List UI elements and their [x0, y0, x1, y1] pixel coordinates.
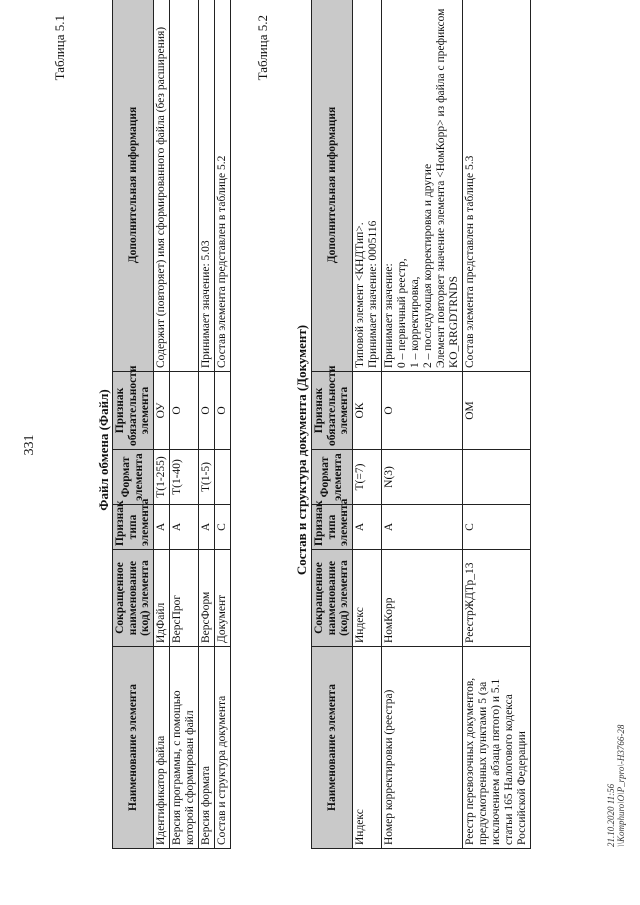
table2-header-1: Сокращенное наименование (код) элемента: [312, 550, 353, 647]
table2-cell-1-1: НомКорр: [381, 550, 462, 647]
table2-cell-0-0: Индекс: [352, 647, 381, 849]
table2-header-0: Наименование элемента: [312, 647, 353, 849]
table-row: [352, 0, 381, 849]
table1-header-0: Наименование элемента: [113, 647, 154, 849]
table1-cell-1-3: Т(1-40): [169, 450, 198, 505]
table1-cell-0-0: Идентификатор файла: [153, 647, 169, 849]
table1-header-4: Признак обязательности элемента: [113, 372, 154, 450]
table2-title: Состав и структура документа (Документ): [294, 324, 309, 576]
table1-cell-3-4: О: [214, 372, 230, 450]
table1-cell-2-0: Версия формата: [198, 647, 214, 849]
table1-cell-3-1: Документ: [214, 550, 230, 647]
footer-date: 21.10.2020 11:56: [606, 783, 616, 847]
table1-cell-3-5: Состав элемента представлен в таблице 5.2: [214, 0, 230, 372]
table1-body: [153, 0, 230, 849]
table2-cell-0-4: ОК: [352, 372, 381, 450]
table2-header-2: Признак типа элемента: [312, 505, 353, 550]
table2-header-4: Признак обязательности элемента: [312, 372, 353, 450]
table-row: [198, 0, 214, 849]
footer-stamp: [606, 547, 626, 847]
table2-header-3: Формат элемента: [312, 450, 353, 505]
table2-cell-2-3: [462, 450, 530, 505]
table2-body: [352, 0, 530, 849]
table1-cell-2-1: ВерсФорм: [198, 550, 214, 647]
table1-header-1: Сокращенное наименование (код) элемента: [113, 550, 154, 647]
table1: [112, 0, 231, 849]
table1-header-row: [113, 0, 154, 849]
table1-header-5: Дополнительная информация: [113, 0, 154, 372]
footer-path: \\Komphuro\O\P_rpro\-H3766-28: [616, 724, 626, 847]
table-row: [169, 0, 198, 849]
table1-cell-3-0: Состав и структура документа: [214, 647, 230, 849]
table2-cell-2-0: Реестр перевозочных документов, предусмотренных пунктами 5 (за исключением абзаца пятого) и 5.1 статьи 165 Налогового кодекса Российской Федерации: [462, 647, 530, 849]
table2-label: Таблица 5.2: [255, 15, 270, 81]
table1-cell-2-2: А: [198, 505, 214, 550]
table2-cell-1-4: О: [381, 372, 462, 450]
table1-cell-1-1: ВерсПрог: [169, 550, 198, 647]
table1-cell-2-3: Т(1-5): [198, 450, 214, 505]
table-row: [462, 0, 530, 849]
table2-cell-2-5: Состав элемента представлен в таблице 5.3: [462, 0, 530, 372]
table2-cell-0-5: Типовой элемент <КНДТип>. Принимает значение: 0005116: [352, 0, 381, 372]
table2-cell-0-3: Т(=7): [352, 450, 381, 505]
table1-cell-1-4: О: [169, 372, 198, 450]
table2-cell-1-2: А: [381, 505, 462, 550]
table2-cell-2-2: С: [462, 505, 530, 550]
table2: [311, 0, 531, 849]
table1-title: Файл обмена (Файл): [96, 389, 111, 511]
table-row: [214, 0, 230, 849]
table1-header-3: Формат элемента: [113, 450, 154, 505]
table1-cell-2-4: О: [198, 372, 214, 450]
table2-cell-0-1: Индекс: [352, 550, 381, 647]
table2-header-5: Дополнительная информация: [312, 0, 353, 372]
table1-label: Таблица 5.1: [52, 15, 67, 81]
table2-header-row: [312, 0, 353, 849]
table1-cell-0-4: ОУ: [153, 372, 169, 450]
table1-cell-1-5: [169, 0, 198, 372]
table1-cell-1-0: Версия программы, с помощью которой сформирован файл: [169, 647, 198, 849]
table1-cell-3-3: [214, 450, 230, 505]
table1-header-2: Признак типа элемента: [113, 505, 154, 550]
table1-cell-0-2: А: [153, 505, 169, 550]
table1-cell-3-2: С: [214, 505, 230, 550]
table-row: [381, 0, 462, 849]
table2-cell-1-3: N(3): [381, 450, 462, 505]
table-row: [153, 0, 169, 849]
table1-cell-0-1: ИдФайл: [153, 550, 169, 647]
table2-cell-1-0: Номер корректировки (реестра): [381, 647, 462, 849]
table2-cell-0-2: А: [352, 505, 381, 550]
table2-cell-2-4: ОМ: [462, 372, 530, 450]
table1-cell-1-2: А: [169, 505, 198, 550]
table2-cell-2-1: РеестрЖДТр_13: [462, 550, 530, 647]
table2-cell-1-5: Принимает значение: 0 – первичный реестр, 1 – корректировка, 2 – последующая корректировка и другие Элемент повторяет значение элемента <НомКорр> из файла с префиксом KO_RRGDTRNDS: [381, 0, 462, 372]
table1-cell-0-3: Т(1-255): [153, 450, 169, 505]
page-number: 331: [22, 434, 37, 456]
table1-cell-2-5: Принимает значение: 5.03: [198, 0, 214, 372]
table1-cell-0-5: Содержит (повторяет) имя сформированного файла (без расширения): [153, 0, 169, 372]
